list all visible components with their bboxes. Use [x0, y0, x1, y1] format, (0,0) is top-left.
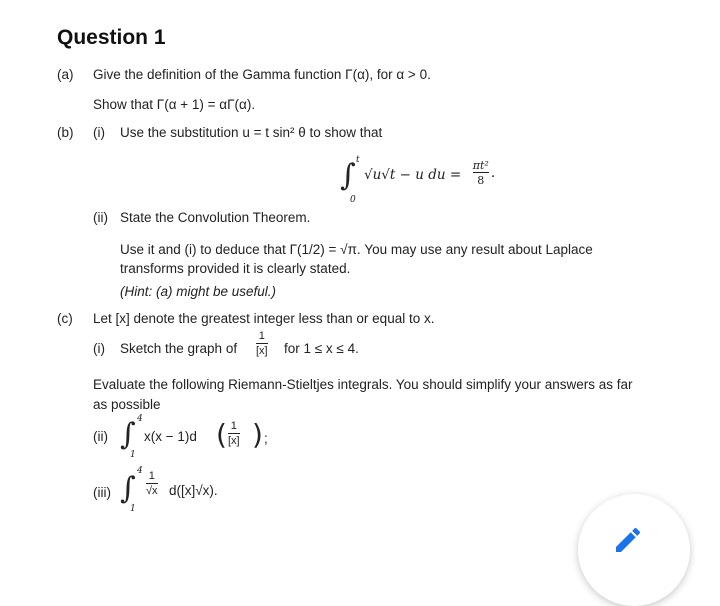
part-c-eval-line1: Evaluate the following Riemann-Stieltjes integrals. You should simplify your answers as far — [93, 377, 633, 392]
part-b-i-text: Use the substitution u = t sin² θ to show that — [120, 125, 383, 140]
integral-sign: ∫ — [340, 158, 356, 193]
iii-frac-numerator: 1 — [148, 470, 155, 482]
part-c-i-post: for 1 ≤ x ≤ 4. — [284, 341, 359, 356]
integral-upper: t — [356, 155, 360, 165]
part-c-i-label: (i) — [93, 341, 105, 356]
part-c-ii-integral: ∫ 4 1 x(x − 1)d ( $\frac{1}{[x]}$ ) ; — [120, 414, 268, 460]
ii-end: ; — [264, 431, 268, 446]
integral-upper: 4 — [137, 414, 143, 424]
part-c-i-pre: Sketch the graph of — [120, 341, 238, 356]
part-b-label: (b) — [57, 125, 74, 140]
fraction-numerator: 1 — [258, 330, 265, 342]
part-c-ii-label: (ii) — [93, 429, 108, 444]
part-c-eval-line2: as possible — [93, 397, 161, 412]
integral-sign: ∫ — [120, 471, 136, 506]
result-numerator: πt² — [472, 159, 489, 172]
part-b-i-label: (i) — [93, 125, 105, 140]
fraction-denominator: [x] — [256, 345, 268, 357]
part-a-line1: Give the definition of the Gamma function Γ(α), for α > 0. — [93, 67, 431, 82]
result-denominator: 8 — [473, 172, 489, 187]
part-b-ii-label: (ii) — [93, 210, 108, 225]
part-a-line2: Show that Γ(α + 1) = αΓ(α). — [93, 97, 256, 112]
ii-frac-denominator: [x] — [228, 435, 240, 447]
edit-button[interactable] — [578, 494, 690, 606]
integral-lower: 1 — [130, 504, 136, 514]
ii-frac-numerator: 1 — [230, 420, 237, 432]
part-c-iii-integral — [120, 466, 320, 516]
iii-frac-denominator: √x — [146, 485, 158, 497]
part-b-use-line2: transforms provided it is clearly stated. — [120, 261, 351, 276]
part-b-integral — [340, 155, 500, 205]
part-b-hint: (Hint: (a) might be useful.) — [120, 284, 277, 299]
question-title: Question 1 — [57, 26, 166, 49]
part-c-intro: Let [x] denote the greatest integer less than or equal to x. — [93, 311, 435, 326]
integral-lower: 0 — [350, 195, 356, 205]
part-c-i-fraction — [254, 330, 270, 358]
part-b-ii-text: State the Convolution Theorem. — [120, 210, 311, 225]
part-a-label: (a) — [57, 67, 74, 82]
part-c-iii-label: (iii) — [93, 485, 111, 500]
iii-integrand: d([x]√x). — [169, 483, 218, 498]
integral-sign: ∫ — [120, 417, 136, 452]
integral-result: $\frac{\text{πt²}}{8}$ . — [472, 159, 496, 187]
part-b-use-line1: Use it and (i) to deduce that Γ(1/2) = √π. You may use any result about Laplace — [120, 242, 593, 257]
pencil-icon — [612, 524, 644, 556]
integral-upper: 4 — [137, 466, 143, 476]
part-c-label: (c) — [57, 311, 73, 326]
ii-integrand: x(x − 1)d — [144, 429, 197, 444]
integrand: √u√t − u du = — [364, 167, 462, 183]
integral-lower: 1 — [130, 450, 136, 460]
